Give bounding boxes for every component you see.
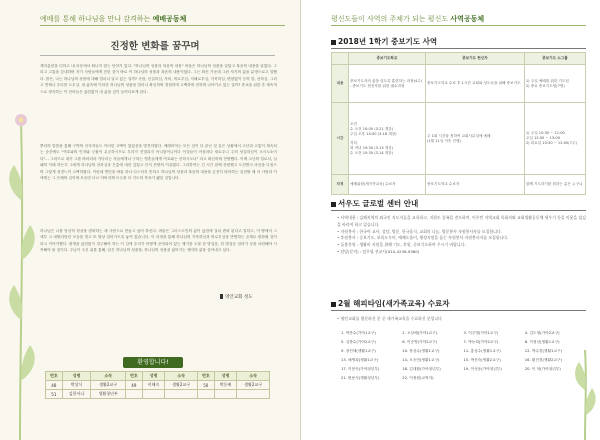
graduate-name: 20. 이 혁(가야청년부) (524, 367, 561, 371)
prayer-table (331, 52, 586, 195)
article-paragraph-2: 뿌리의 말씀을 통해 구약의 선지자들도 이러한 고백이 있었음을 발견하였다. 예레미야는 모든 것이 다 끝난 것 같은 상황에서 고난과 고통이 계속되는 순간에도 "여호와의 인자와 긍휼이 무궁하시므로 우리가 진멸되지 아니함이니이다 이것들이 아침마다 새로우니 주의 성실하심이 크시도소이다"... 그러므로 내가 그를 바라리라 가다리는 자들에게나 구하는 영혼들에게 여호와는 선하시도다" 라고 확신하며 찬양했다. 이제 고난의 일로서, 실패의 이때 하든지 그에게 하나님의 선하심과 은총에 대한 깊었고 단지 찬양의 이유였다. 그리하여는 긴 시간 함께 종편했고 도전받고 마음을 다짐으며 그렇게 성경느끼 고백하였다. 이런데 연민을 바울 하나 다스리지 못하고 하나님의 성품과 복음의 내용을 온전히 따라하는 실천할 때 마 사랑과 이 에게는 그 은혜의 길이에 모습만 다르 아버지께 모두를 더 기도의 목표가 됐던 것입니다. (40, 144, 277, 181)
welcome-table (45, 371, 270, 399)
article-title-rule (40, 55, 275, 56)
article-paragraph-1: 계지총련을 더하고 내 마음에서 떠나지 않는 단어가 있다. "하나님의 성품과 복음의 내용" 바울은 하나님의 성품을 알았고 복음의 내용을 알았다. 그리고 고통을 감내하며 자기 사람들에게 전한 것이 바로 이 하나님의 성품과 복음의 내용이었다. 그는 확신 가운데 그런 자기의 삶을 분명으로고 말했다. 밝은, 나는 하나님의 성품에 대해 얼마나 알고 있는 걸까? 사람, 신실하심, 자비, 의로우심, 지혜로우심, 거룩하심, 변함없이 등의 말, 선하심, 그리고 언제나 우리를 도우심. 내 삶속에 이러한 하나님의 성품을 얼마나 확신하며 경험하며 고백하며 전하며 나아가고 있는 걸까? 종교을 위한 후 계속적으로 생각하는 이 단어들은 끊임없이 내 삶을 깊이 들여다보게 한다. (40, 64, 277, 94)
graduate-name: 4. 김도형(가야2교구) (524, 331, 560, 335)
graduate-name: 22. 이정원(교역자) (402, 376, 434, 380)
plant-decoration-right-icon (571, 340, 599, 440)
right-header-title: 사역공동체 (450, 15, 485, 23)
list-item: • 사역내용 : 김해지역의 외국인 지도자들을 교육하고, 지편도 종족을 전도하며, 이주민 지역교회 목회자와 교회생활공동체 세우기 등을 이웃을 섬김을 바라며 하고 있습니다. (337, 215, 586, 227)
section-square-icon (331, 302, 336, 307)
graduate-name: 17. 이봉숙(가야청년부) (341, 367, 380, 371)
right-header-rule (331, 25, 586, 26)
list-item: • 자원봉사 : 한국어 교사, 상담, 방문, 한국음식, 교회의 나눔, 방문봉사 자원봉사자를 모집합니다. (337, 228, 502, 234)
graduates-grid (341, 331, 586, 381)
section-square-icon (331, 202, 336, 207)
welcome-header-row: 번호 성명 소속 번호 성명 소속 번호 성명 소속 (46, 372, 270, 381)
left-header-prefix: 예배를 통해 하나님을 만나 감격하는 (40, 15, 151, 23)
table-row: 시간 오전 수 오전 10:00 (3.21 개강) 주일 오후 14:00 (3.18 개강) 저녁 화 저녁 19:30 (3.13 개강) 수 오전 10:30 (3.14 개강) 주 1회 시간을 정하여 교회사무실에 예배 (1월 11일 이후 진행) 1) 주일 10:30 ~ 11:00 주일 12:00 ~ 13:00 2) 화요일 10:30 ~ 12:00(7주) (332, 103, 586, 175)
table-row: 48 박상식 생활2교구 49 이해숙 생활2교구 50 박동배 생활2교구 (46, 381, 270, 390)
right-header-prefix: 평신도들이 사역의 주체가 되는 평신도 (331, 15, 449, 23)
harvest-section-title: 2월 해피타임(새가족교육) 수료자 (331, 298, 449, 309)
center-section-rule (331, 210, 586, 211)
prayer-section-rule (331, 48, 586, 49)
list-item: • 돌봄후원 : 생활비 지원을 위해 기도, 후원, 중보기도하여 주시기 바랍니다. (337, 242, 466, 248)
graduate-name: 21. 변용식(생활청년부) (341, 376, 380, 380)
article-paragraph-3: 하나님은 나를 당신의 형상을 변화하는 새 사람으로 만들고 싶어 하신다. 바울은 그리스도인의 삶이 끊임에 걸쳐 변화 된다고 말하고, 이 땅에서 그 세부 고 네밭다랑한 모습을 빚고 또 항상 걸어가도록 놓여 있습니다. 이 과정을 통해 하나님의 거룩하심과 의로우심을 반영하는 존재로 변화될 것이라고 이야기했다. 평생을 끊임없이 경주해야 하는 이 길에 우리가 어떻게 준비되어 있는 제기를 오물 한 발걸음, 한 발걸음 걸어가 상을 마련해야 시작해야 볼 것이다. 주님이 주신 위를 통해, 알은 하나님의 성품을, 하나님의 성품을 닮아가는 제자의 삶을 살아내고 싶다. (40, 229, 277, 253)
list-item: • 담당(문의) : 임우필 선교사(010-4238-9360) (337, 248, 420, 254)
center-info-list (337, 215, 587, 256)
table-row: 51 김한서나 생활청년부 (46, 390, 270, 399)
graduate-name: 7. 박능희(가야2교구) (463, 340, 499, 344)
left-header-title: 예배공동체 (152, 15, 187, 23)
graduate-name: 15. 박진숙(생활2교구) (463, 358, 501, 362)
section-square-icon (331, 40, 336, 45)
graduate-name: 18. 김대환(가야청년부) (402, 367, 441, 371)
article-title: 진정한 변화를 꿈꾸며 (110, 41, 200, 52)
prayer-section-title: 2018년 1학기 중보기도 사역 (331, 36, 437, 47)
graduate-name: 14. 오승민(생활1교구) (402, 358, 440, 362)
left-page-header (40, 14, 186, 24)
graduate-name: 8. 이정선(생활1교구) (524, 340, 560, 344)
plant-decoration-left-icon (6, 80, 40, 440)
welcome-badge: 환영합니다! (123, 357, 183, 368)
left-header-rule (40, 25, 285, 26)
graduate-name: 10. 장상수(생활1교구) (402, 349, 440, 353)
graduate-name: 2. 오상혜(가야1교구) (402, 331, 438, 335)
harvest-intro: • 영안교회를 방문하신 분 중 새가족교육을 수료하신 분입니다 (337, 316, 442, 321)
article-byline: 영안교회 성도 (220, 294, 253, 300)
prayer-header-row: 중보기도학교 중보기도 헌신자 중보기도 소그룹 (332, 53, 586, 65)
graduate-name: 19. 이선웅(가야청년부) (463, 367, 502, 371)
graduate-name: 3. 이주영(가야1교구) (463, 331, 499, 335)
graduate-name: 6. 이순영(가야2교구) (402, 340, 438, 344)
graduate-name: 13. 배영희(생활1교구) (341, 358, 379, 362)
graduate-name: 12. 박수경(생활1교구) (524, 349, 562, 353)
graduate-name: 9. 장진태(생활1교구) (341, 349, 376, 353)
table-row: 자격 예배위원(세가족교육) 수료자 중보기도학교 수료자 함께 기도하기를 원하는 분은 누구나 (332, 175, 586, 195)
byline-mark-icon (220, 294, 223, 299)
graduate-name: 5. 김중수(가야2교구) (341, 340, 376, 344)
graduate-name: 1. 박종수(가야1교구) (341, 331, 376, 335)
table-row: 내용 중보기도자의 삶을 살도록 훈련하는 과정(4주) - 중보기도 헌신자를 위한 필수과정 중보기도학교 수료 후 1시간 교회와 성도들을 위해 중보기도 1) 주일 예배를 위한 기도팀 2) 중요 중보기도팀(7명) (332, 65, 586, 103)
graduate-name: 16. 황진경(생활2교구) (524, 358, 562, 362)
right-page-header (331, 14, 484, 24)
center-section-title: 서우도 글로벌 센터 안내 (331, 198, 418, 209)
list-item: • 후원봉사 : 중보기도, 보육도우미, 예배도움이, 행정지원을 돕는 자원봉사 자원봉사자를 모집합니다. (337, 235, 509, 241)
graduate-name: 11. 홍상수(생활1교구) (463, 349, 501, 353)
harvest-section-rule (331, 310, 586, 311)
right-page (300, 0, 600, 440)
